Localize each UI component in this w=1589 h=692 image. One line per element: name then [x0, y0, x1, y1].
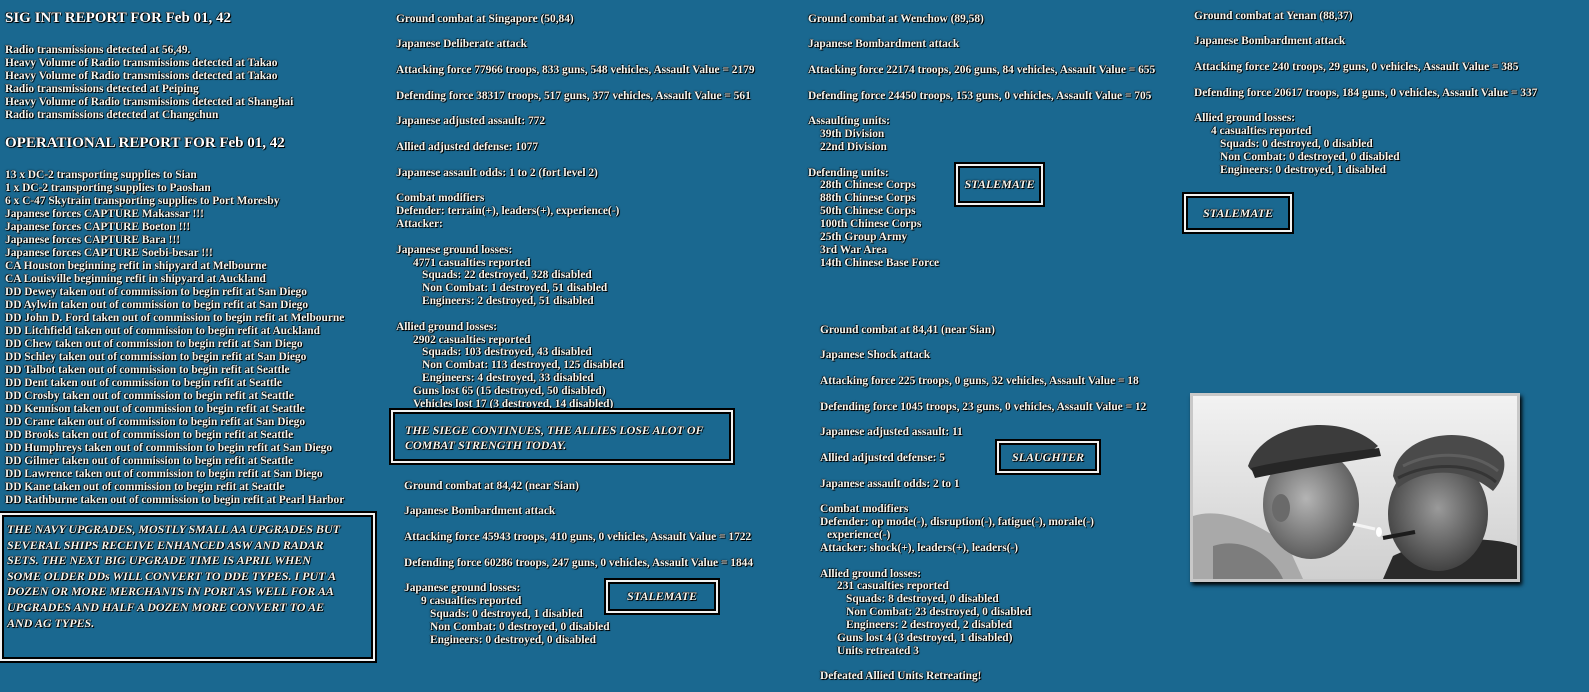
siege-comment-box — [391, 410, 733, 463]
attacking-force: Attacking force 45943 troops, 410 guns, 0 vehicles, Assault Value = 1722 — [404, 530, 752, 543]
photo — [1190, 393, 1520, 582]
navy-note-line: THE NAVY UPGRADES, MOSTLY SMALL AA UPGRADES BUT — [7, 522, 340, 536]
assault-odds: Japanese assault odds: 1 to 2 (fort level 2) — [396, 166, 598, 179]
operational-line: Japanese forces CAPTURE Bara !!! — [5, 233, 181, 246]
sig-int-line: Heavy Volume of Radio transmissions detected at Shanghai — [5, 95, 294, 108]
guns-lost: Guns lost 4 (3 destroyed, 1 disabled) — [837, 631, 1013, 644]
unit-name: 50th Chinese Corps — [820, 205, 916, 218]
operational-line: 6 x C-47 Skytrain transporting supplies to Port Moresby — [5, 194, 280, 207]
assaulting-units-heading: Assaulting units: — [808, 115, 890, 128]
siege-comment-line: THE SIEGE CONTINUES, THE ALLIES LOSE ALOT OF — [405, 422, 704, 437]
operational-line: 1 x DC-2 transporting supplies to Paoshan — [5, 181, 211, 194]
unit-name: 39th Division — [820, 128, 885, 141]
non-combat-losses: Non Combat: 23 destroyed, 0 disabled — [846, 606, 1032, 619]
combat-report-sian-84-42 — [404, 480, 753, 647]
operational-line: 13 x DC-2 transporting supplies to Sian — [5, 168, 197, 181]
allied-losses-heading: Allied ground losses: — [820, 567, 922, 580]
navy-note-line: SETS. THE NEXT BIG UPGRADE TIME IS APRIL WHEN — [7, 553, 311, 568]
casualties: 231 casualties reported — [837, 580, 949, 593]
engineer-losses: Engineers: 2 destroyed, 51 disabled — [422, 295, 594, 308]
sig-int-line: Radio transmissions detected at 56,49. — [5, 43, 191, 56]
squads-losses: Squads: 0 destroyed, 1 disabled — [430, 608, 583, 621]
squads-losses: Squads: 8 destroyed, 0 disabled — [846, 593, 999, 606]
operational-line: DD Crosby taken out of commission to begin refit at Seattle — [5, 389, 294, 402]
casualties: 9 casualties reported — [421, 595, 522, 608]
units-retreated: Units retreated 3 — [837, 644, 919, 657]
attacker-modifiers: Attacker: shock(+), leaders(+), leaders(-) — [820, 541, 1019, 554]
combat-title: Ground combat at Singapore (50,84) — [396, 12, 574, 25]
sig-int-list — [5, 44, 293, 122]
operational-line: CA Houston beginning refit in shipyard at Melbourne — [5, 259, 267, 272]
operational-line: DD Chew taken out of commission to begin refit at San Diego — [5, 337, 303, 350]
navy-note-line: SEVERAL SHIPS RECEIVE ENHANCED ASW AND RADAR — [7, 537, 324, 552]
vehicles-lost: Vehicles lost 17 (3 destroyed, 14 disabled) — [413, 397, 614, 410]
operational-line: DD Humphreys taken out of commission to begin refit at San Diego — [5, 441, 333, 454]
operational-line: DD Talbot taken out of commission to begin refit at Seattle — [5, 363, 290, 376]
combat-modifiers-heading: Combat modifiers — [396, 192, 485, 205]
attack-type: Japanese Bombardment attack — [404, 505, 556, 518]
attacking-force: Attacking force 240 troops, 29 guns, 0 vehicles, Assault Value = 385 — [1194, 60, 1519, 73]
adjusted-assault: Japanese adjusted assault: 772 — [396, 115, 546, 128]
assault-odds: Japanese assault odds: 2 to 1 — [820, 477, 960, 490]
unit-name: 28th Chinese Corps — [820, 179, 916, 192]
attacker-modifiers: Attacker: — [396, 218, 443, 230]
unit-name: 14th Chinese Base Force — [820, 256, 940, 269]
sig-int-line: Heavy Volume of Radio transmissions detected at Takao — [5, 56, 278, 69]
engineer-losses: Engineers: 4 destroyed, 33 disabled — [422, 372, 594, 385]
verdict-badge-stalemate: STALEMATE — [956, 164, 1043, 205]
casualties: 4 casualties reported — [1211, 125, 1312, 138]
operational-line: DD Gilmer taken out of commission to begin refit at Seattle — [5, 454, 294, 467]
japanese-losses-heading: Japanese ground losses: — [404, 582, 521, 595]
japanese-losses-heading: Japanese ground losses: — [396, 243, 513, 256]
operational-line: DD Litchfield taken out of commission to begin refit at Auckland — [5, 324, 320, 337]
non-combat-losses: Non Combat: 0 destroyed, 0 disabled — [1220, 150, 1400, 163]
combat-title: Ground combat at 84,41 (near Sian) — [820, 323, 995, 336]
defending-force: Defending force 1045 troops, 23 guns, 0 vehicles, Assault Value = 12 — [820, 400, 1147, 413]
unit-name: 25th Group Army — [820, 230, 908, 243]
defender-modifiers: Defender: op mode(-), disruption(-), fatigue(-), morale(-) — [820, 516, 1094, 529]
squads-losses: Squads: 22 destroyed, 328 disabled — [422, 269, 592, 282]
unit-name: 88th Chinese Corps — [820, 192, 916, 205]
operational-line: CA Louisville beginning refit in shipyard at Auckland — [5, 272, 266, 285]
allied-losses-heading: Allied ground losses: — [396, 320, 498, 333]
non-combat-losses: Non Combat: 0 destroyed, 0 disabled — [430, 620, 610, 633]
attack-type: Japanese Bombardment attack — [808, 38, 960, 51]
defender-modifiers-continued: experience(-) — [827, 529, 891, 542]
attacking-force: Attacking force 22174 troops, 206 guns, 84 vehicles, Assault Value = 655 — [808, 63, 1156, 76]
combat-report-wenchow — [808, 13, 1155, 270]
operational-line: DD Dent taken out of commission to begin refit at Seattle — [5, 376, 282, 389]
operational-line: Japanese forces CAPTURE Soebi-besar !!! — [5, 246, 213, 259]
adjusted-defense: Allied adjusted defense: 1077 — [396, 140, 539, 153]
operational-line: DD Kennison taken out of commission to begin refit at Seattle — [5, 402, 305, 415]
navy-note-box — [0, 513, 375, 661]
siege-comment-line: COMBAT STRENGTH TODAY. — [405, 437, 567, 452]
navy-note-line: UPGRADES AND HALF A DOZEN MORE CONVERT TO AE — [7, 599, 324, 614]
squads-losses: Squads: 103 destroyed, 43 disabled — [422, 346, 592, 359]
defending-force: Defending force 38317 troops, 517 guns, 377 vehicles, Assault Value = 561 — [396, 89, 751, 102]
attack-type: Japanese Bombardment attack — [1194, 35, 1346, 48]
unit-name: 22nd Division — [820, 140, 887, 153]
attacking-force: Attacking force 225 troops, 0 guns, 32 vehicles, Assault Value = 18 — [820, 374, 1139, 387]
casualties: 4771 casualties reported — [413, 256, 531, 269]
defending-force: Defending force 60286 troops, 247 guns, 0 vehicles, Assault Value = 1844 — [404, 556, 754, 569]
engineer-losses: Engineers: 0 destroyed, 1 disabled — [1220, 163, 1386, 176]
sig-int-title: SIG INT REPORT FOR Feb 01, 42 — [5, 10, 232, 26]
combat-title: Ground combat at Yenan (88,37) — [1194, 9, 1353, 22]
unit-name: 3rd War Area — [820, 243, 888, 256]
adjusted-defense: Allied adjusted defense: 5 — [820, 452, 945, 465]
navy-note-line: SOME OLDER DDs WILL CONVERT TO DDE TYPES. I PUT A — [7, 568, 337, 583]
navy-note-line: DOZEN OR MORE MERCHANTS IN PORT AS WELL FOR AA — [7, 584, 334, 599]
operational-line: Japanese forces CAPTURE Boeton !!! — [5, 220, 191, 233]
attack-type: Japanese Deliberate attack — [396, 38, 527, 51]
sig-int-line: Radio transmissions detected at Peiping — [5, 82, 199, 95]
verdict-badge-stalemate: STALEMATE — [1184, 194, 1292, 232]
squads-losses: Squads: 0 destroyed, 0 disabled — [1220, 138, 1373, 151]
non-combat-losses: Non Combat: 113 destroyed, 125 disabled — [422, 359, 624, 372]
photo-image — [1193, 396, 1517, 579]
navy-note-line: AND AG TYPES. — [7, 615, 95, 630]
sig-int-line: Heavy Volume of Radio transmissions detected at Takao — [5, 69, 278, 82]
operational-line: DD Aylwin taken out of commission to begin refit at San Diego — [5, 298, 309, 311]
combat-result: Defeated Allied Units Retreating! — [820, 670, 982, 683]
unit-name: 100th Chinese Corps — [820, 218, 922, 230]
operational-title: OPERATIONAL REPORT FOR Feb 01, 42 — [5, 135, 285, 151]
combat-modifiers-heading: Combat modifiers — [820, 503, 909, 516]
attacking-force: Attacking force 77966 troops, 833 guns, 548 vehicles, Assault Value = 2179 — [396, 63, 755, 76]
combat-report-singapore — [396, 13, 755, 411]
defender-modifiers: Defender: terrain(+), leaders(+), experience(-) — [396, 205, 620, 218]
operational-list — [5, 169, 344, 507]
operational-line: DD John D. Ford taken out of commission to begin refit at Melbourne — [5, 311, 345, 324]
operational-line: DD Lawrence taken out of commission to begin refit at San Diego — [5, 467, 323, 480]
defending-units-heading: Defending units: — [808, 166, 889, 179]
defending-force: Defending force 20617 troops, 184 guns, 0 vehicles, Assault Value = 337 — [1194, 86, 1538, 99]
allied-losses-heading: Allied ground losses: — [1194, 112, 1296, 125]
engineer-losses: Engineers: 2 destroyed, 2 disabled — [846, 619, 1012, 631]
casualties: 2902 casualties reported — [413, 333, 531, 346]
sig-int-line: Radio transmissions detected at Changchun — [5, 108, 219, 121]
adjusted-assault: Japanese adjusted assault: 11 — [820, 426, 963, 439]
operational-line: DD Schley taken out of commission to begin refit at San Diego — [5, 350, 307, 363]
non-combat-losses: Non Combat: 1 destroyed, 51 disabled — [422, 282, 608, 295]
guns-lost: Guns lost 65 (15 destroyed, 50 disabled) — [413, 384, 606, 397]
combat-title: Ground combat at Wenchow (89,58) — [808, 12, 984, 25]
operational-line: Japanese forces CAPTURE Makassar !!! — [5, 207, 204, 220]
operational-line: DD Kane taken out of commission to begin refit at Seattle — [5, 480, 285, 493]
operational-line: DD Rathburne taken out of commission to begin refit at Pearl Harbor — [5, 493, 345, 506]
combat-title: Ground combat at 84,42 (near Sian) — [404, 479, 579, 492]
engineer-losses: Engineers: 0 destroyed, 0 disabled — [430, 633, 596, 646]
operational-line: DD Brooks taken out of commission to begin refit at Seattle — [5, 428, 294, 441]
verdict-badge-stalemate: STALEMATE — [606, 580, 718, 613]
verdict-badge-slaughter: SLAUGHTER — [997, 441, 1099, 473]
attack-type: Japanese Shock attack — [820, 349, 931, 362]
operational-line: DD Crane taken out of commission to begin refit at San Diego — [5, 415, 306, 428]
defending-force: Defending force 24450 troops, 153 guns, 0 vehicles, Assault Value = 705 — [808, 89, 1152, 102]
combat-report-yenan — [1194, 10, 1537, 177]
operational-line: DD Dewey taken out of commission to begin refit at San Diego — [5, 285, 307, 298]
combat-report-sian-84-41 — [820, 324, 1146, 684]
